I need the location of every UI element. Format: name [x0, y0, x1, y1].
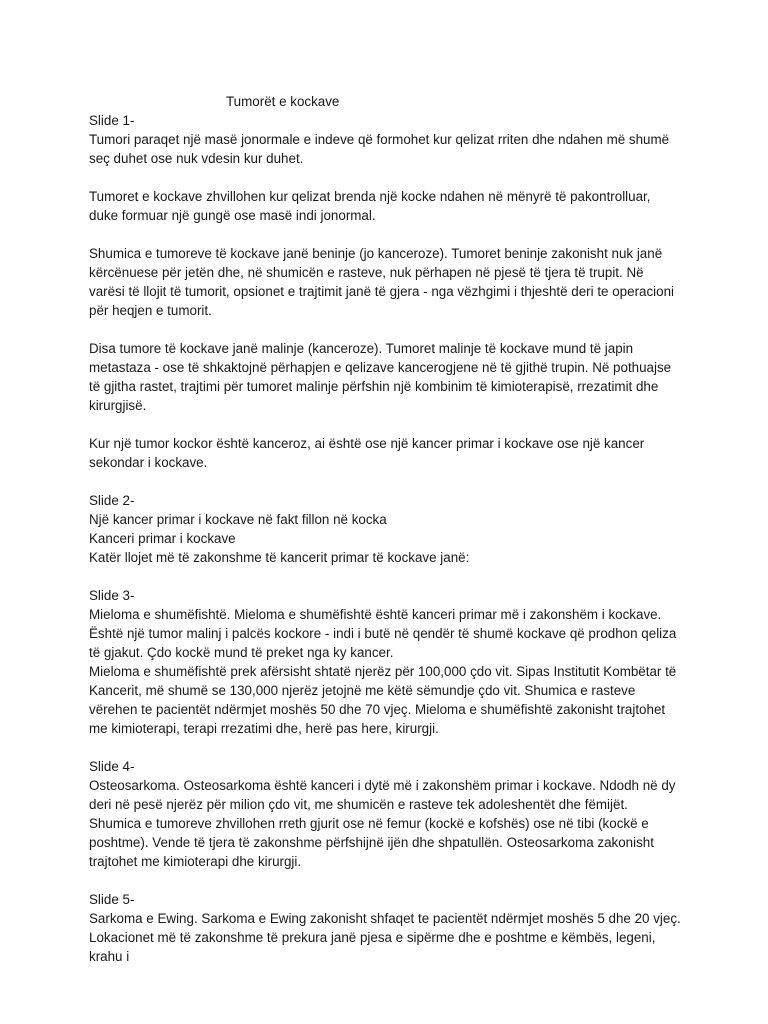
paragraph-spacer	[89, 320, 681, 339]
document-title: Tumorët e kockave	[226, 94, 340, 109]
slide-heading: Slide 3-	[89, 588, 135, 603]
body-paragraph: Disa tumore të kockave janë malinje (kanceroze). Tumoret malinje të kockave mund të japin metastaza - ose të shkaktojnë përhapjen e qelizave kancerogjene në të gjithë trupin. Në pothuajse të gjitha rastet, trajtimi për tumoret malinje përfshin një kombinim të kimioterapisë, rrezatimit dhe kirurgjisë.	[89, 341, 672, 413]
paragraph-spacer	[89, 738, 681, 757]
body-paragraph: Osteosarkoma. Osteosarkoma është kanceri i dytë më i zakonshëm primar i kockave. Ndodh në dy deri në pesë njerëz për milion çdo vit, me shumicën e rasteve tek adoleshentët dhe fëmijët. Shumica e tumoreve zhvillohen rreth gjurit ose në femur (kockë e kofshës) ose në tibi (kockë e poshtme). Vende të tjera të zakonshme përfshijnë ijën dhe shpatullën. Osteosarkoma zakonisht trajtohet me kimioterapi dhe kirurgji.	[89, 778, 676, 869]
document-body	[89, 111, 681, 966]
slide-heading: Slide 5-	[89, 892, 135, 907]
paragraph-spacer	[89, 225, 681, 244]
body-paragraph: Mieloma e shumëfishtë. Mieloma e shumëfishtë është kanceri primar më i zakonshëm i kockave. Është një tumor malinj i palcës kockore - indi i butë në qendër të shumë kockave që prodhon qeliza të gjakut. Çdo kockë mund të preket nga ky kancer.	[89, 607, 677, 660]
body-paragraph: Shumica e tumoreve të kockave janë beninje (jo kanceroze). Tumoret beninje zakonisht nuk janë kërcënuese për jetën dhe, në shumicën e rasteve, nuk përhapen në pjesë të tjera të trupit. Në varësi të llojit të tumorit, opsionet e trajtimit janë të gjera - nga vëzhgimi i thjeshtë deri te operacioni për heqjen e tumorit.	[89, 246, 675, 318]
slide-heading: Slide 4-	[89, 759, 135, 774]
paragraph-spacer	[89, 415, 681, 434]
slide-heading: Slide 2-	[89, 493, 135, 508]
slide-heading: Slide 1-	[89, 113, 135, 128]
body-paragraph: Kur një tumor kockor është kanceroz, ai është ose një kancer primar i kockave ose një kancer sekondar i kockave.	[89, 436, 645, 470]
paragraph-spacer	[89, 168, 681, 187]
body-paragraph: Një kancer primar i kockave në fakt fillon në kocka	[89, 512, 387, 527]
body-paragraph: Tumori paraqet një masë jonormale e indeve që formohet kur qelizat rriten dhe ndahen më shumë seç duhet ose nuk vdesin kur duhet.	[89, 132, 670, 166]
body-paragraph: Kanceri primar i kockave	[89, 531, 236, 546]
body-paragraph: Mieloma e shumëfishtë prek afërsisht shtatë njerëz për 100,000 çdo vit. Sipas Institutit Kombëtar të Kancerit, më shumë se 130,000 njerëz jetojnë me këtë sëmundje çdo vit. Shumica e rasteve vërehen te pacientët ndërmjet moshës 50 dhe 70 vjeç. Mieloma e shumëfishtë zakonisht trajtohet me kimioterapi, terapi rrezatimi dhe, herë pas here, kirurgji.	[89, 664, 677, 736]
paragraph-spacer	[89, 567, 681, 586]
paragraph-spacer	[89, 472, 681, 491]
body-paragraph: Katër llojet më të zakonshme të kancerit primar të kockave janë:	[89, 550, 470, 565]
paragraph-spacer	[89, 871, 681, 890]
body-paragraph: Sarkoma e Ewing. Sarkoma e Ewing zakonisht shfaqet te pacientët ndërmjet moshës 5 dhe 20 vjeç. Lokacionet më të zakonshme të prekura janë pjesa e sipërme dhe e poshtme e këmbës, legeni, krahu i	[89, 911, 681, 964]
body-paragraph: Tumoret e kockave zhvillohen kur qelizat brenda një kocke ndahen në mënyrë të pakontrolluar, duke formuar një gungë ose masë indi jonormal.	[89, 189, 651, 223]
